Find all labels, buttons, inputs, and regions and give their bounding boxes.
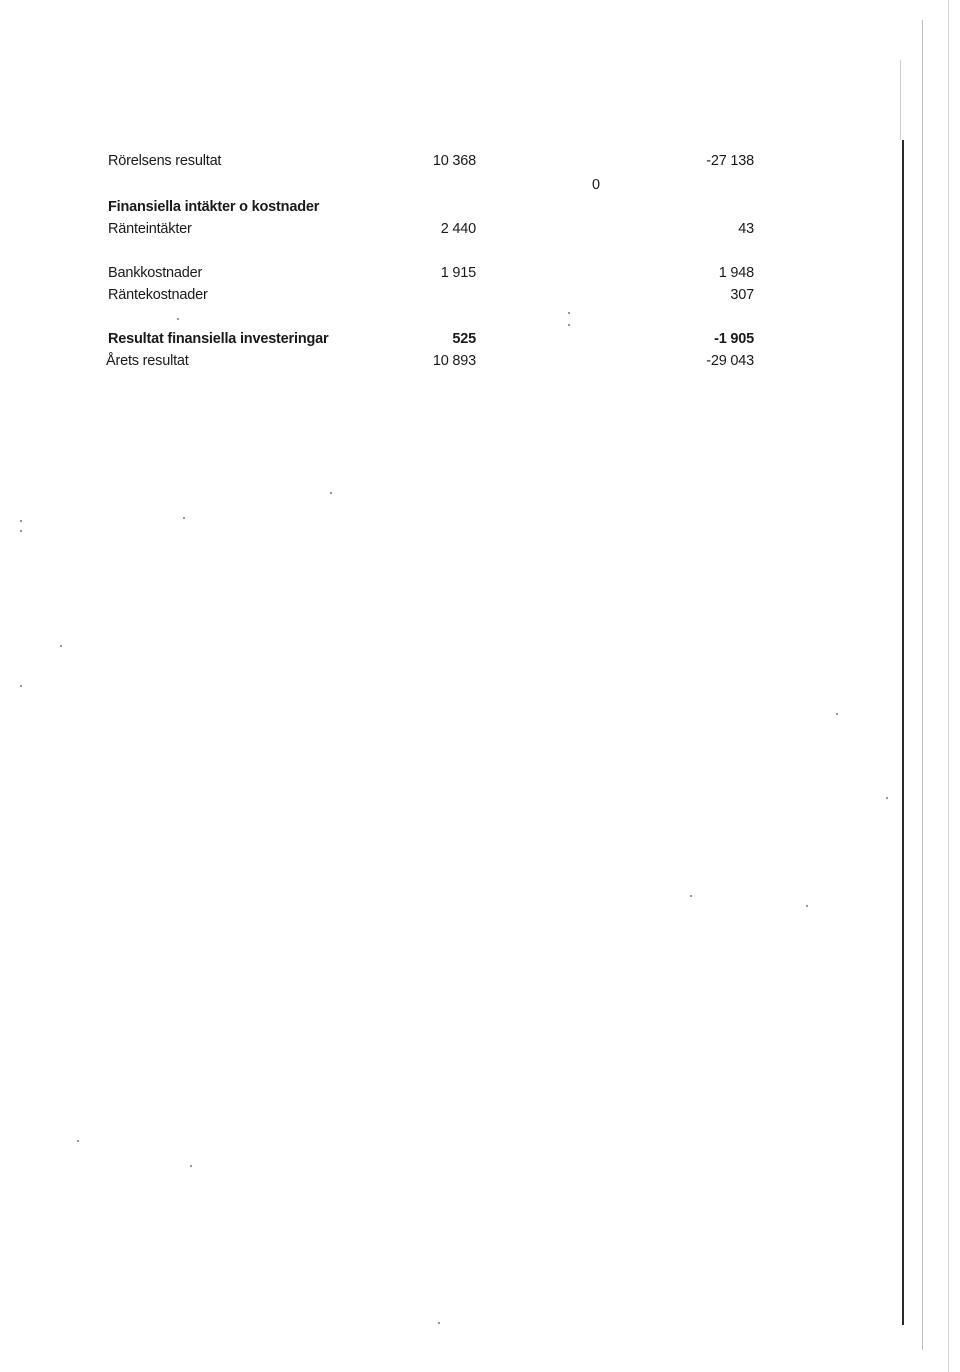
value-current-ranteintakter: 2 440 — [440, 221, 476, 237]
section-heading-finansiella: Finansiella intäkter o kostnader — [108, 199, 320, 215]
scan-speck — [806, 905, 808, 907]
scan-speck — [77, 1140, 79, 1142]
value-current-bankkostnader: 1 915 — [440, 265, 476, 281]
scan-speck — [20, 530, 22, 532]
row-label-bankkostnader: Bankkostnader — [108, 265, 203, 281]
value-previous-ranteintakter: 43 — [738, 221, 754, 237]
value-previous-rantekostnader: 307 — [730, 287, 754, 303]
scan-speck — [20, 685, 22, 687]
scan-speck — [177, 318, 179, 320]
scan-speck — [886, 797, 888, 799]
scan-edge-line-outer — [948, 0, 949, 1372]
scan-speck — [183, 517, 185, 519]
row-label-resultat-finansiella: Resultat finansiella investeringar — [108, 331, 329, 347]
scan-speck — [438, 1322, 440, 1324]
scan-speck — [690, 895, 692, 897]
scan-edge-line-top — [900, 60, 901, 140]
row-label-arets-resultat: Årets resultat — [106, 353, 189, 369]
value-previous-rorelsens-resultat: -27 138 — [706, 153, 754, 169]
stray-zero: 0 — [592, 177, 600, 193]
scan-edge-line-faint — [922, 20, 923, 1350]
scan-speck — [568, 324, 570, 326]
scan-edge-line — [902, 140, 904, 1325]
row-label-rorelsens-resultat: Rörelsens resultat — [108, 153, 222, 169]
value-current-resultat-finansiella: 525 — [452, 331, 476, 347]
value-previous-bankkostnader: 1 948 — [718, 265, 754, 281]
scan-speck — [190, 1165, 192, 1167]
scan-speck — [568, 312, 570, 314]
scan-speck — [836, 713, 838, 715]
value-current-rorelsens-resultat: 10 368 — [432, 153, 476, 169]
value-previous-resultat-finansiella: -1 905 — [714, 331, 754, 347]
row-label-rantekostnader: Räntekostnader — [108, 287, 208, 303]
value-previous-arets-resultat: -29 043 — [706, 353, 754, 369]
scan-speck — [60, 645, 62, 647]
row-label-ranteintakter: Ränteintäkter — [108, 221, 192, 237]
scan-speck — [20, 520, 22, 522]
scan-speck — [330, 492, 332, 494]
value-current-arets-resultat: 10 893 — [432, 353, 476, 369]
